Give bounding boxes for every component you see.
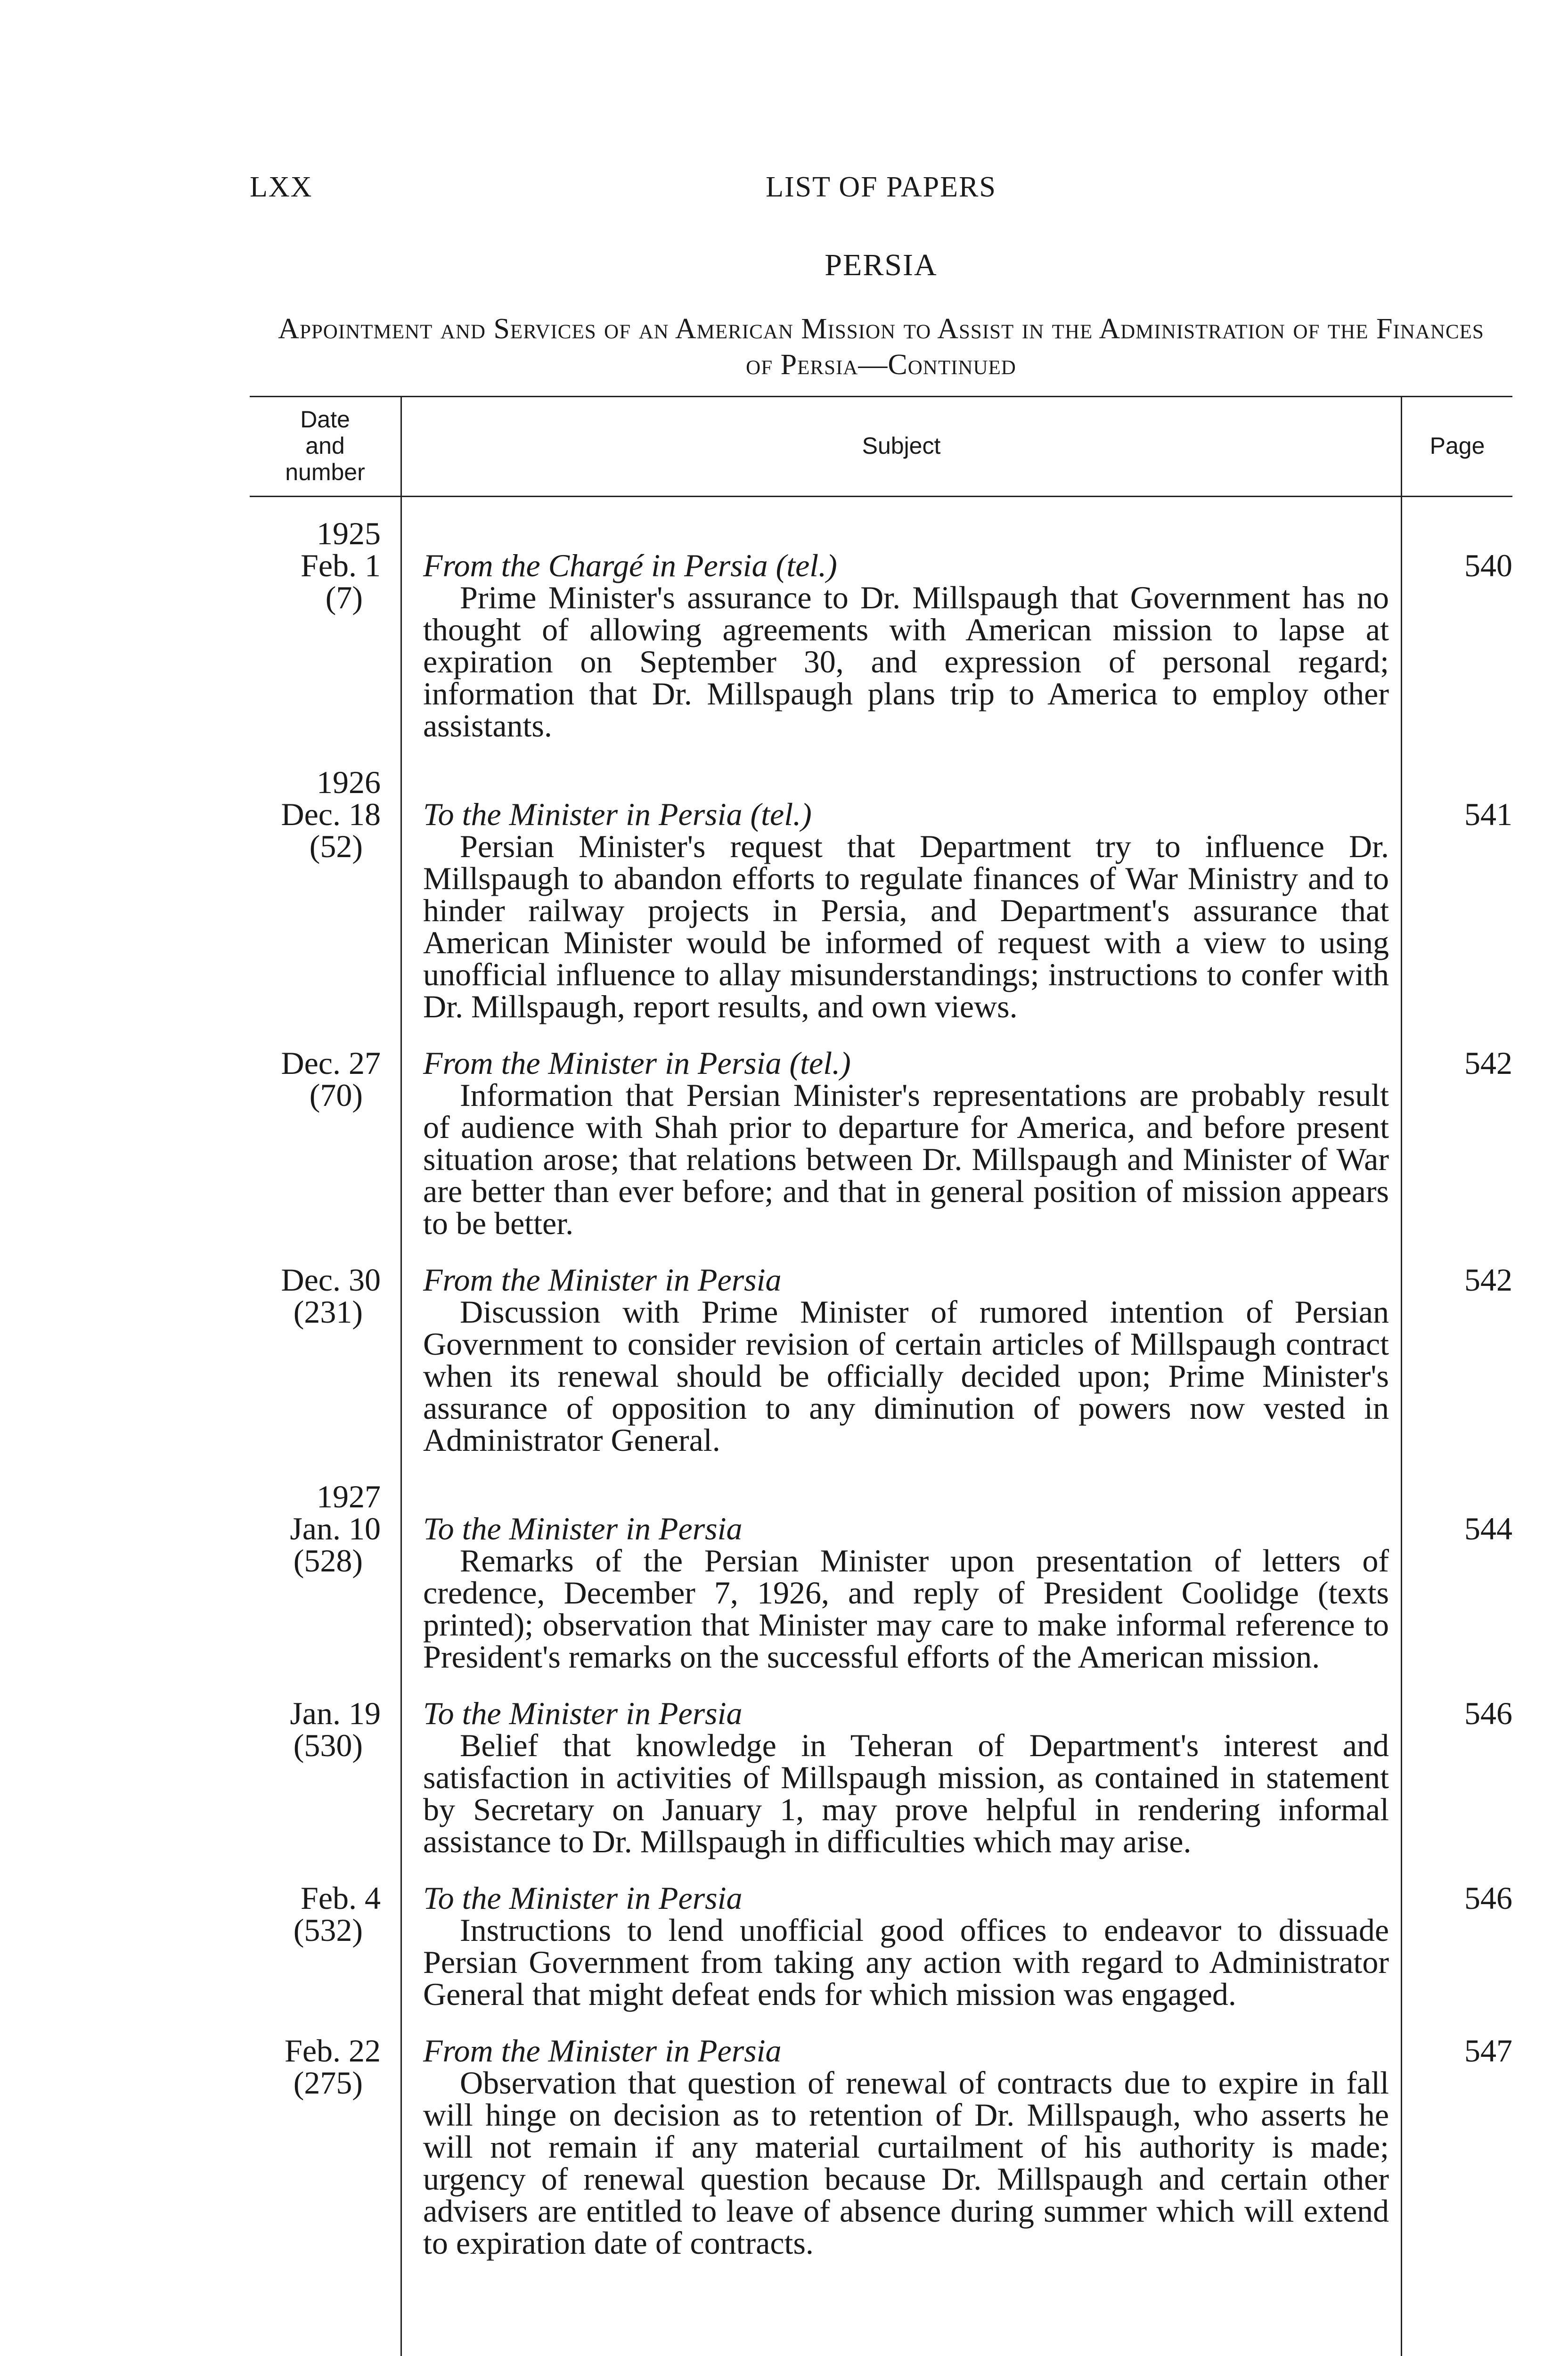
- paper-entry: [250, 1882, 1512, 2010]
- entry-subject: [423, 1047, 1389, 1239]
- entry-sender: From the Minister in Persia (tel.): [423, 1045, 851, 1081]
- page-number: LXX: [250, 171, 313, 203]
- paper-entry: [250, 1481, 1512, 1673]
- paper-entry: [250, 1697, 1512, 1857]
- entry-sender: To the Minister in Persia (tel.): [423, 796, 812, 832]
- entry-date: Dec. 27: [281, 1045, 381, 1081]
- column-header-subject: Subject: [862, 433, 941, 459]
- entry-page-number: 546: [1464, 1695, 1512, 1731]
- entry-number: (7): [325, 580, 363, 615]
- entry-page-number: 541: [1464, 796, 1512, 832]
- entry-number: (532): [293, 1912, 363, 1948]
- entry-sender: To the Minister in Persia: [423, 1695, 743, 1731]
- entry-date: Dec. 30: [281, 1262, 381, 1298]
- entry-subject: [423, 1513, 1389, 1673]
- entry-subject: [423, 1882, 1389, 2010]
- entries-list: [250, 517, 1512, 2283]
- entry-number: (530): [293, 1727, 363, 1763]
- entry-summary: Remarks of the Persian Minister upon presentation of letters of credence, December 7, 1926, and reply of President Coolidge (texts printed); observation that Minister may care to make informal reference to President's remarks on the successful efforts of the American mission.: [423, 1543, 1389, 1675]
- entry-number: (275): [293, 2065, 363, 2101]
- entry-summary: Information that Persian Minister's representations are probably result of audience with Shah prior to departure for America, and before present situation arose; that relations between Dr. Millspaugh and Minister of War are better than ever before; and that in general position of mission appears to be better.: [423, 1077, 1389, 1241]
- column-header-page: Page: [1429, 433, 1485, 459]
- entry-page-number: 546: [1464, 1880, 1512, 1916]
- entry-subject: [423, 2035, 1389, 2259]
- entry-number: (231): [293, 1294, 363, 1330]
- entry-subject: [423, 1264, 1389, 1456]
- entry-subject: [423, 1697, 1389, 1857]
- running-head: [250, 171, 1512, 208]
- header-bottom-rule: [250, 496, 1512, 497]
- entry-subject: [423, 549, 1389, 742]
- entry-summary: Discussion with Prime Minister of rumored intention of Persian Government to consider revision of certain articles of Millspaugh contract when its renewal should be officially decided upon; Prime Minister's assurance of opposition to any diminution of powers now vested in Administrator General.: [423, 1294, 1389, 1458]
- entry-summary: Observation that question of renewal of contracts due to expire in fall will hinge on decision as to retention of Dr. Millspaugh, who asserts he will not remain if any material curtailment of his authority is made; urgency of renewal question because Dr. Millspaugh and certain other advisers are entitled to leave of absence during summer which will extend to expiration date of contracts.: [423, 2065, 1389, 2261]
- entry-date: Feb. 22: [285, 2033, 381, 2069]
- entry-summary: Instructions to lend unofficial good offices to endeavor to dissuade Persian Government from taking any action with regard to Administrator General that might defeat ends for which mission was engaged.: [423, 1912, 1389, 2012]
- entry-year: 1925: [317, 515, 381, 551]
- entry-sender: From the Chargé in Persia (tel.): [423, 548, 837, 583]
- entry-date: Jan. 19: [290, 1695, 381, 1731]
- entry-year: 1927: [317, 1479, 381, 1514]
- entry-year: 1926: [317, 764, 381, 800]
- section-subtitle: Appointment and Services of an American Mission to Assist in the Administration of the Finances of Persia—Continued: [278, 313, 1484, 381]
- running-title: LIST OF PAPERS: [766, 171, 996, 203]
- paper-entry: [250, 1264, 1512, 1456]
- entry-sender: From the Minister in Persia: [423, 2033, 782, 2069]
- entry-summary: Belief that knowledge in Teheran of Department's interest and satisfaction in activities of Millspaugh mission, as contained in statement by Secretary on January 1, may prove helpful in rendering informal assistance to Dr. Millspaugh in difficulties which may arise.: [423, 1727, 1389, 1859]
- paper-entry: [250, 517, 1512, 742]
- section-title: PERSIA: [825, 248, 938, 282]
- paper-entry: [250, 1047, 1512, 1239]
- paper-entry: [250, 2035, 1512, 2259]
- entry-page-number: 542: [1464, 1045, 1512, 1081]
- entry-sender: To the Minister in Persia: [423, 1511, 743, 1546]
- entry-sender: From the Minister in Persia: [423, 1262, 782, 1298]
- entry-page-number: 547: [1464, 2033, 1512, 2069]
- entry-number: (70): [309, 1077, 363, 1113]
- entry-page-number: 542: [1464, 1262, 1512, 1298]
- entry-sender: To the Minister in Persia: [423, 1880, 743, 1916]
- papers-table: [250, 396, 1512, 2356]
- entry-date: Dec. 18: [281, 796, 381, 832]
- entry-date: Jan. 10: [290, 1511, 381, 1546]
- entry-summary: Prime Minister's assurance to Dr. Millspaugh that Government has no thought of allowing agreements with American mission to lapse at expiration on September 30, and expression of personal regard; information that Dr. Millspaugh plans trip to America to employ other assistants.: [423, 580, 1389, 744]
- entry-summary: Persian Minister's request that Department try to influence Dr. Millspaugh to abandon efforts to regulate finances of War Ministry and to hinder railway projects in Persia, and Department's assurance that American Minister would be informed of request with a view to using unofficial influence to allay misunderstandings; instructions to confer with Dr. Millspaugh, report results, and own views.: [423, 828, 1389, 1024]
- entry-date: Feb. 1: [301, 548, 381, 583]
- column-header-date: Date and number: [285, 406, 365, 485]
- paper-entry: [250, 766, 1512, 1023]
- entry-number: (52): [309, 828, 363, 864]
- entry-date: Feb. 4: [301, 1880, 381, 1916]
- entry-number: (528): [293, 1543, 363, 1579]
- entry-page-number: 544: [1464, 1511, 1512, 1546]
- entry-page-number: 540: [1464, 548, 1512, 583]
- entry-subject: [423, 798, 1389, 1023]
